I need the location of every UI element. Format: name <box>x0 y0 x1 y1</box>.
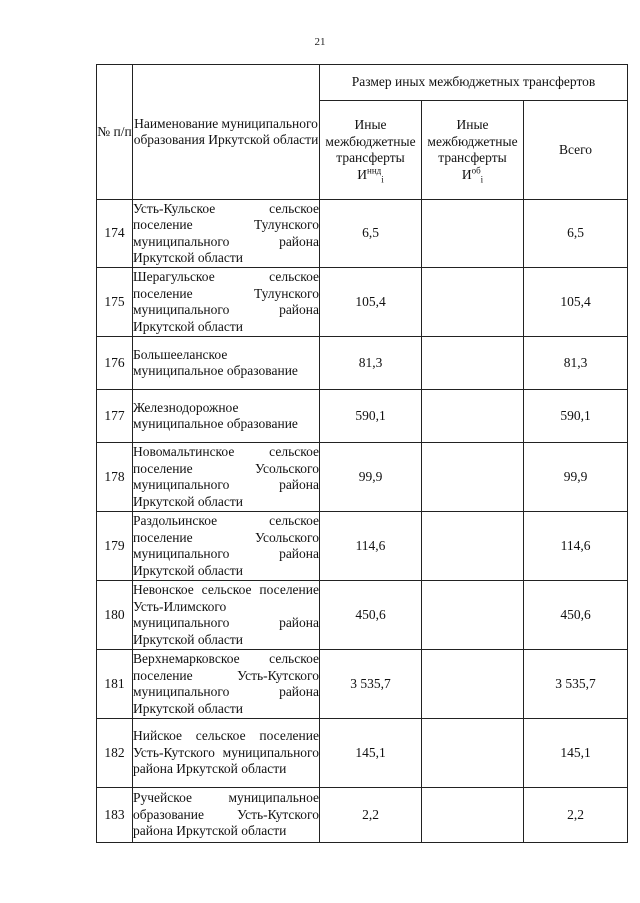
row-ind-value: 105,4 <box>320 268 422 337</box>
row-total-value: 3 535,7 <box>524 650 628 719</box>
transfers-table <box>96 64 628 843</box>
table-row <box>97 788 628 843</box>
row-ob-value <box>422 200 524 268</box>
row-ob-value <box>422 650 524 719</box>
table-row <box>97 390 628 443</box>
row-total-value: 450,6 <box>524 581 628 650</box>
header-ob-text: Иные межбюджетные трансферты <box>427 117 518 165</box>
table-row <box>97 443 628 512</box>
page-number: 21 <box>314 36 326 48</box>
table-row <box>97 268 628 337</box>
table-row <box>97 337 628 390</box>
row-number: 183 <box>97 788 133 843</box>
row-number: 182 <box>97 719 133 788</box>
row-ob-value <box>422 788 524 843</box>
row-total-value: 105,4 <box>524 268 628 337</box>
header-number: № п/п <box>97 65 133 200</box>
row-ob-value <box>422 512 524 581</box>
header-name: Наименование муниципального образования Иркутской области <box>133 65 320 200</box>
row-name: Усть-Кульское сельское поселение Тулунского муниципального района Иркутской области <box>133 200 320 268</box>
row-ind-value: 450,6 <box>320 581 422 650</box>
row-ind-value: 114,6 <box>320 512 422 581</box>
row-ind-value: 145,1 <box>320 719 422 788</box>
row-name: Железнодорожное муниципальное образование <box>133 390 320 443</box>
table-row <box>97 512 628 581</box>
header-total: Всего <box>524 101 628 200</box>
row-ob-value <box>422 443 524 512</box>
row-number: 176 <box>97 337 133 390</box>
row-ind-value: 81,3 <box>320 337 422 390</box>
header-ind <box>320 101 422 200</box>
row-ind-value: 99,9 <box>320 443 422 512</box>
row-total-value: 2,2 <box>524 788 628 843</box>
row-number: 181 <box>97 650 133 719</box>
row-ind-value: 590,1 <box>320 390 422 443</box>
row-name: Невонское сельское поселение Усть-Илимского муниципального района Иркутской области <box>133 581 320 650</box>
row-total-value: 6,5 <box>524 200 628 268</box>
row-total-value: 145,1 <box>524 719 628 788</box>
row-name: Большееланское муниципальное образование <box>133 337 320 390</box>
header-ind-symbol: $И^{ннд}_i$ <box>357 165 384 185</box>
row-name: Нийское сельское поселение Усть-Кутского муниципального района Иркутской области <box>133 719 320 788</box>
table-row <box>97 200 628 268</box>
row-total-value: 99,9 <box>524 443 628 512</box>
row-ind-value: 2,2 <box>320 788 422 843</box>
row-name: Шерагульское сельское поселение Тулунского муниципального района Иркутской области <box>133 268 320 337</box>
table-row <box>97 581 628 650</box>
row-ob-value <box>422 268 524 337</box>
header-ind-text: Иные межбюджетные трансферты <box>325 117 416 165</box>
row-ob-value <box>422 390 524 443</box>
row-name: Верхнемарковское сельское поселение Усть-Кутского муниципального района Иркутской области <box>133 650 320 719</box>
row-total-value: 114,6 <box>524 512 628 581</box>
row-name: Ручейское муниципальное образование Усть-Кутского района Иркутской области <box>133 788 320 843</box>
row-number: 174 <box>97 200 133 268</box>
row-number: 175 <box>97 268 133 337</box>
table-row <box>97 719 628 788</box>
row-ob-value <box>422 337 524 390</box>
row-name: Новомальтинское сельское поселение Усольского муниципального района Иркутской области <box>133 443 320 512</box>
header-ob <box>422 101 524 200</box>
row-number: 177 <box>97 390 133 443</box>
header-ob-symbol: $И^{об}_i$ <box>461 165 484 185</box>
row-ind-value: 3 535,7 <box>320 650 422 719</box>
row-number: 178 <box>97 443 133 512</box>
row-ind-value: 6,5 <box>320 200 422 268</box>
table-row <box>97 650 628 719</box>
row-number: 179 <box>97 512 133 581</box>
row-ob-value <box>422 719 524 788</box>
header-transfer-group: Размер иных межбюджетных трансфертов <box>320 65 628 101</box>
row-number: 180 <box>97 581 133 650</box>
row-name: Раздольинское сельское поселение Усольского муниципального района Иркутской области <box>133 512 320 581</box>
row-ob-value <box>422 581 524 650</box>
row-total-value: 81,3 <box>524 337 628 390</box>
row-total-value: 590,1 <box>524 390 628 443</box>
